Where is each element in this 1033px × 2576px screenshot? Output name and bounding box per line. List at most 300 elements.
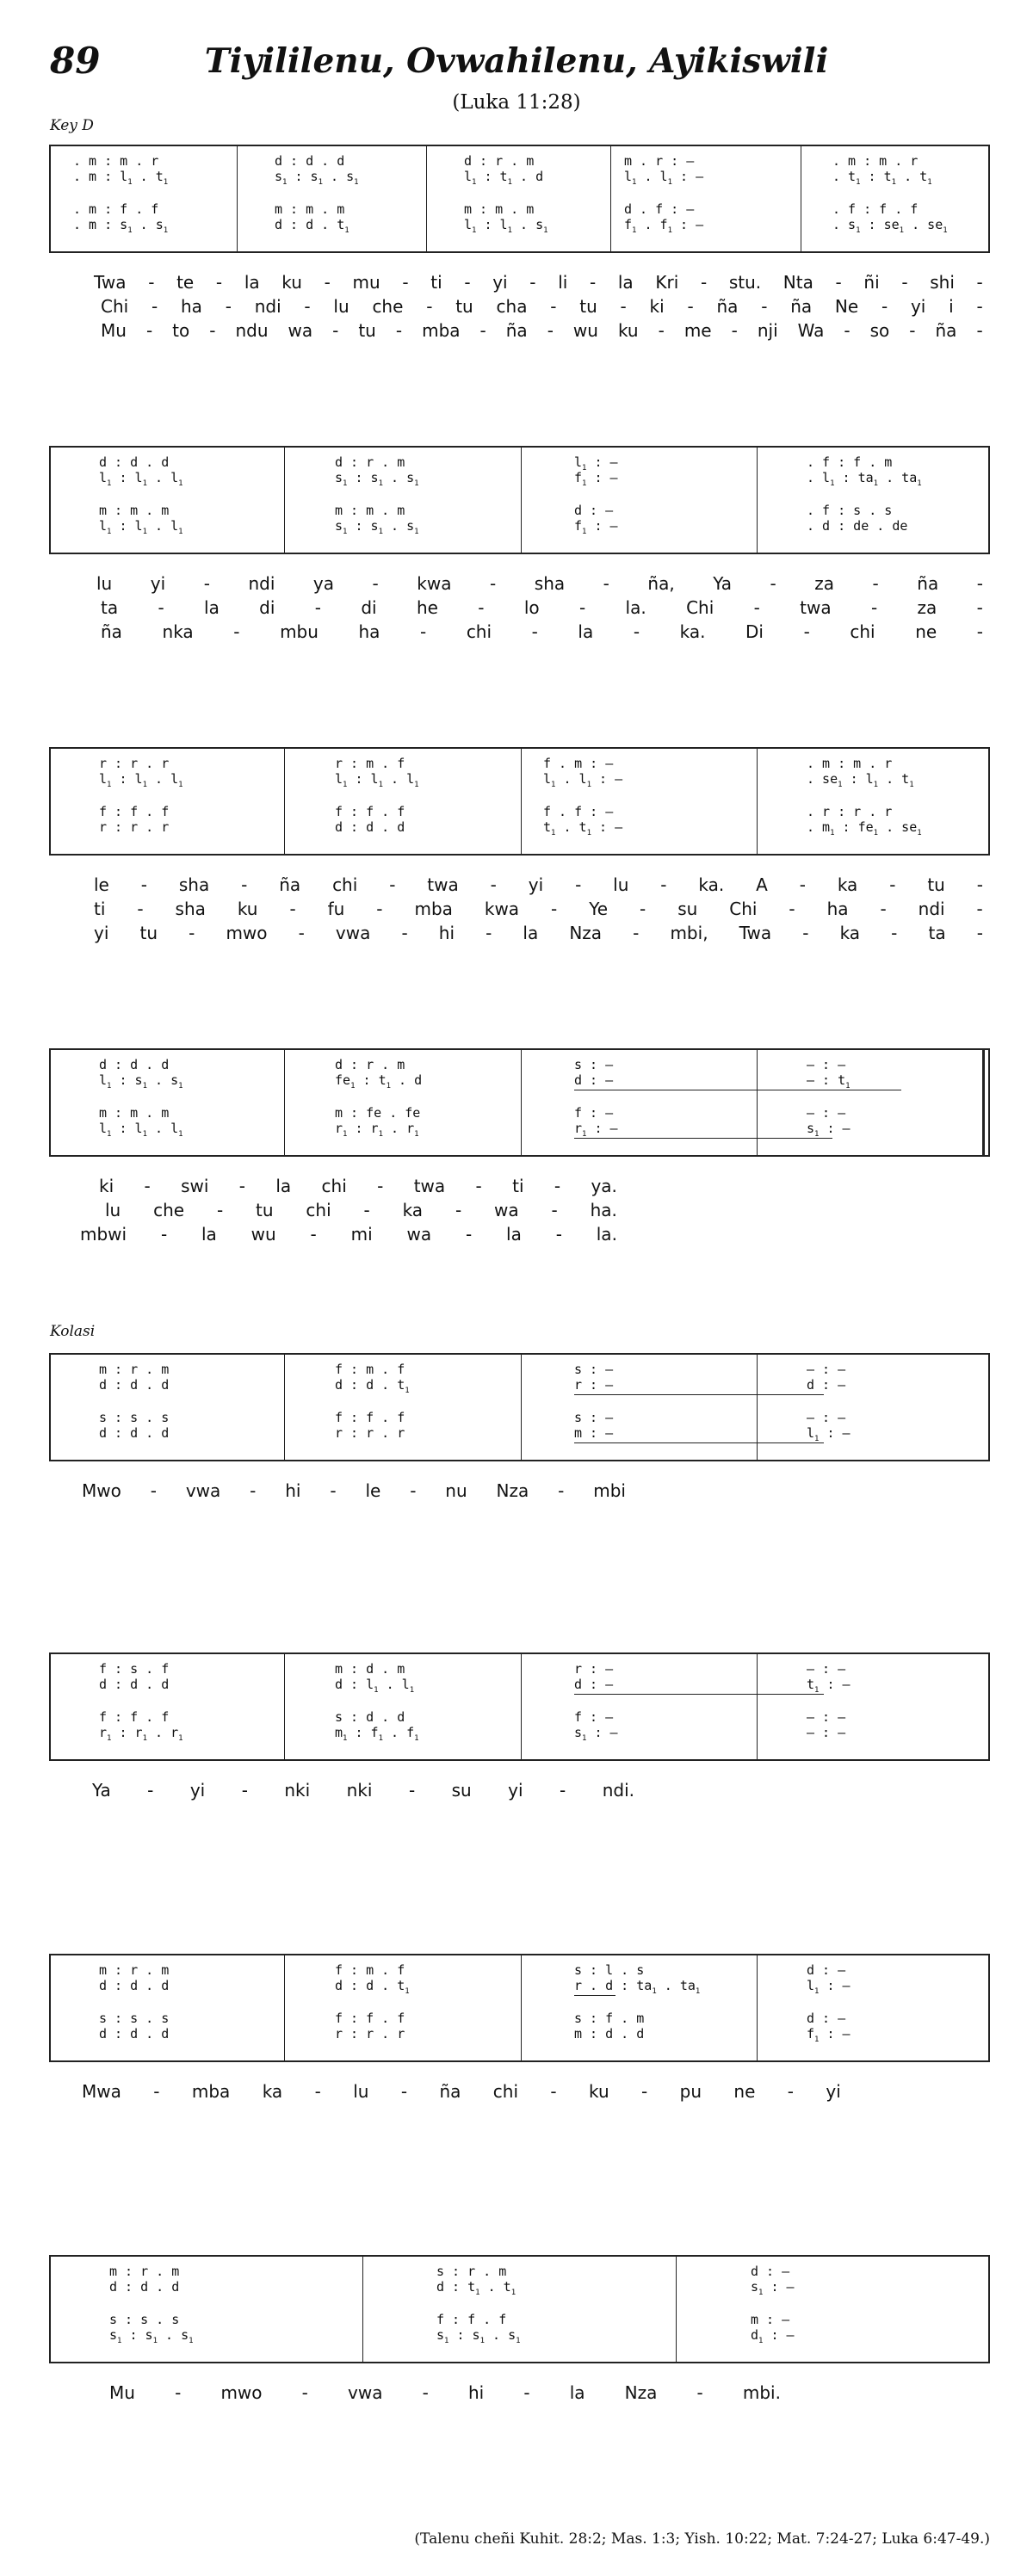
- lyric-syllable: ta: [101, 597, 119, 618]
- syllable-hyphen: -: [872, 573, 879, 594]
- lyric-syllable: yi: [910, 296, 926, 317]
- solfa-cell: m : —: [574, 1425, 614, 1441]
- solfa-cell: d : d . d: [99, 1978, 170, 1993]
- key-label: Key D: [50, 117, 94, 134]
- solfa-cell: r : r . r: [99, 819, 170, 835]
- lyric-syllable: mbwi: [80, 1224, 127, 1245]
- lyric-syllable: la.: [596, 1224, 617, 1245]
- lyric-syllable: yi: [826, 2081, 841, 2102]
- lyrics-block: [49, 873, 990, 945]
- lyric-syllable: hi: [467, 2382, 485, 2403]
- lyric-syllable: yi: [508, 1780, 523, 1801]
- lyric-syllable: ta: [928, 923, 946, 943]
- solfa-cell: d : d . $t_1$: [275, 217, 349, 235]
- lyric-syllable: ku: [281, 272, 302, 293]
- syllable-hyphen: -: [889, 874, 896, 895]
- solfa-cell: d : d . d: [335, 819, 405, 835]
- lyric-syllable: Wa: [797, 320, 825, 341]
- syllable-hyphen: -: [490, 573, 497, 594]
- lyric-syllable: ña,: [647, 573, 675, 594]
- lyric-syllable: Mwo: [82, 1480, 121, 1501]
- lyric-syllable: sha: [178, 874, 210, 895]
- solfa-cell: $s_1$ : $s_1$ . $s_1$: [335, 518, 419, 536]
- syllable-hyphen: -: [137, 899, 144, 919]
- solfa-cell: m : fe . fe: [335, 1105, 421, 1121]
- barline: [284, 1353, 285, 1461]
- lyric-line: [49, 897, 990, 921]
- solfa-cell: d : r . m: [335, 1057, 405, 1072]
- syllable-hyphen: -: [731, 320, 738, 341]
- solfa-cell: m : m . m: [335, 503, 405, 518]
- lyric-syllable: che: [372, 296, 404, 317]
- lyric-syllable: ka: [837, 874, 858, 895]
- lyric-syllable: Twa: [739, 923, 772, 943]
- lyric-syllable: nu: [445, 1480, 467, 1501]
- lyric-syllable: mba: [414, 899, 453, 919]
- lyric-syllable: ndi: [248, 573, 275, 594]
- solfa-cell: $fe_1$ : $t_1$ . d: [335, 1072, 423, 1090]
- solfa-cell: d : d . d: [99, 1057, 170, 1072]
- lyric-line: [49, 620, 990, 644]
- lyric-line: [49, 1222, 617, 1246]
- lyric-syllable: ndi: [918, 899, 945, 919]
- solfa-cell: . f : s . s: [807, 503, 893, 518]
- syllable-hyphen: -: [147, 1780, 154, 1801]
- syllable-hyphen: -: [560, 1780, 566, 1801]
- solfa-cell: m : —: [751, 2312, 790, 2327]
- solfa-cell: $l_1$ : $l_1$ . $l_1$: [335, 771, 419, 789]
- lyric-line: [49, 270, 990, 294]
- lyric-syllable: hi: [438, 923, 455, 943]
- syllable-hyphen: -: [372, 573, 379, 594]
- lyric-syllable: la: [569, 2382, 585, 2403]
- lyric-syllable: he: [416, 597, 438, 618]
- barline: [676, 2255, 677, 2363]
- solfa-cell: m : m . m: [99, 1105, 170, 1121]
- lyric-syllable: so: [869, 320, 890, 341]
- syllable-hyphen: -: [844, 320, 851, 341]
- solfa-cell: $s_1$ : —: [751, 2279, 795, 2297]
- syllable-hyphen: -: [324, 272, 331, 293]
- lyric-syllable: chi: [306, 1200, 331, 1220]
- lyric-syllable: su: [451, 1780, 472, 1801]
- lyric-syllable: mba: [191, 2081, 231, 2102]
- solfa-cell: s : —: [574, 1410, 614, 1425]
- lyric-syllable: ka: [839, 923, 861, 943]
- lyric-syllable: chi: [332, 874, 358, 895]
- syllable-hyphen: -: [976, 923, 983, 943]
- solfa-cell: d : d . d: [99, 1677, 170, 1692]
- solfa-cell: r : m . f: [335, 756, 405, 771]
- solfa-cell: $r_1$ : $r_1$ . $r_1$: [99, 1725, 183, 1743]
- syllable-hyphen: -: [870, 597, 878, 618]
- lyric-syllable: sha: [175, 899, 206, 919]
- barline: [521, 1353, 522, 1461]
- syllable-hyphen: -: [401, 923, 408, 943]
- lyric-syllable: lu: [613, 874, 629, 895]
- lyric-syllable: Mu: [109, 2382, 135, 2403]
- syllable-hyphen: -: [464, 272, 471, 293]
- lyric-syllable: ya.: [591, 1176, 617, 1196]
- solfa-cell: $l_1$ . $l_1$ : —: [543, 771, 623, 789]
- lyric-syllable: ka.: [698, 874, 725, 895]
- final-barline: [982, 1048, 985, 1157]
- syllable-hyphen: -: [400, 2081, 408, 2102]
- solfa-cell: d : —: [807, 2011, 846, 2026]
- lyric-syllable: yi: [189, 1780, 206, 1801]
- solfa-cell: f : f . f: [335, 2011, 405, 2026]
- lyric-syllable: twa: [800, 597, 832, 618]
- solfa-cell: . m : $s_1$ . $s_1$: [73, 217, 169, 235]
- lyric-syllable: chi: [492, 2081, 518, 2102]
- syllable-hyphen: -: [151, 296, 158, 317]
- solfa-cell: $f_1$ . $f_1$ : —: [624, 217, 704, 235]
- solfa-cell: d : d . d: [99, 1425, 170, 1441]
- lyric-syllable: di: [259, 597, 275, 618]
- lyric-syllable: i: [949, 296, 954, 317]
- solfa-cell: . m : $l_1$ . $t_1$: [73, 169, 169, 187]
- solfa-cell: $l_1$ : —: [574, 454, 618, 473]
- lyric-syllable: ña: [917, 573, 939, 594]
- lyric-syllable: vwa: [185, 1480, 221, 1501]
- solfa-cell: $t_1$ . $t_1$ : —: [543, 819, 623, 837]
- lyric-syllable: ña: [716, 296, 739, 317]
- syllable-hyphen: -: [787, 2081, 795, 2102]
- tie-line: [574, 1394, 824, 1395]
- solfa-cell: $f_1$ : —: [807, 2026, 851, 2044]
- syllable-hyphen: -: [696, 2382, 703, 2403]
- lyric-syllable: za: [917, 597, 937, 618]
- lyric-syllable: Chi: [686, 597, 714, 618]
- solfa-cell: . $se_1$ : $l_1$ . $t_1$: [807, 771, 914, 789]
- lyric-syllable: mwo: [226, 923, 268, 943]
- solfa-cell: f : f . f: [99, 1709, 170, 1725]
- barline: [284, 1652, 285, 1761]
- lyric-syllable: ha: [358, 621, 380, 642]
- lyric-syllable: ya: [312, 573, 335, 594]
- staff-box: [49, 1652, 990, 1761]
- syllable-hyphen: -: [660, 874, 667, 895]
- lyric-syllable: ña: [935, 320, 957, 341]
- syllable-hyphen: -: [216, 1200, 224, 1220]
- scripture-subtitle: (Luka 11:28): [452, 91, 581, 114]
- solfa-cell: . m : f . f: [73, 201, 159, 217]
- lyric-syllable: ku: [617, 320, 639, 341]
- lyric-syllable: ka: [402, 1200, 424, 1220]
- syllable-hyphen: -: [422, 2382, 429, 2403]
- solfa-cell: r : —: [574, 1377, 614, 1393]
- syllable-hyphen: -: [486, 923, 492, 943]
- solfa-cell: $s_1$ : $s_1$ . $s_1$: [335, 470, 419, 488]
- syllable-hyphen: -: [479, 320, 486, 341]
- lyric-syllable: sha: [534, 573, 566, 594]
- lyric-syllable: la.: [625, 597, 646, 618]
- lyric-syllable: nki: [284, 1780, 311, 1801]
- solfa-cell: f . f : —: [543, 804, 614, 819]
- lyric-syllable: ña: [279, 874, 301, 895]
- solfa-cell: . d : de . de: [807, 518, 908, 534]
- syllable-hyphen: -: [298, 923, 305, 943]
- tie-line: [574, 1995, 615, 1996]
- syllable-hyphen: -: [304, 296, 311, 317]
- syllable-hyphen: -: [620, 296, 627, 317]
- lyric-syllable: ña: [505, 320, 528, 341]
- syllable-hyphen: -: [658, 320, 665, 341]
- lyric-syllable: yi: [492, 272, 508, 293]
- lyric-line: [49, 571, 990, 596]
- lyric-line: [49, 1778, 634, 1802]
- solfa-cell: f : f . f: [99, 804, 170, 819]
- syllable-hyphen: -: [551, 1200, 558, 1220]
- solfa-cell: $r_1$ : —: [574, 1121, 618, 1139]
- syllable-hyphen: -: [465, 1224, 473, 1245]
- lyric-syllable: ka.: [679, 621, 706, 642]
- lyric-syllable: Mu: [101, 320, 127, 341]
- solfa-cell: . m : m . r: [73, 153, 159, 169]
- lyric-syllable: mbi,: [670, 923, 708, 943]
- solfa-cell: . m : m . r: [832, 153, 919, 169]
- solfa-cell: $s_1$ : $s_1$ . $s_1$: [436, 2327, 521, 2345]
- lyric-syllable: yi: [94, 923, 109, 943]
- barline: [284, 747, 285, 856]
- lyric-syllable: Nta: [782, 272, 813, 293]
- barline: [757, 1353, 758, 1461]
- solfa-cell: r : —: [574, 1661, 614, 1677]
- lyric-line: [49, 318, 990, 343]
- syllable-hyphen: -: [314, 597, 321, 618]
- syllable-hyphen: -: [770, 573, 776, 594]
- lyric-syllable: ka: [262, 2081, 283, 2102]
- lyric-syllable: ña: [790, 296, 813, 317]
- barline: [757, 1954, 758, 2062]
- solfa-cell: m : r . m: [99, 1362, 170, 1377]
- solfa-cell: m . r : —: [624, 153, 695, 169]
- syllable-hyphen: -: [478, 597, 485, 618]
- solfa-cell: $l_1$ : $l_1$ . $l_1$: [99, 470, 183, 488]
- syllable-hyphen: -: [410, 1480, 417, 1501]
- lyric-syllable: la: [201, 1224, 217, 1245]
- syllable-hyphen: -: [976, 899, 983, 919]
- syllable-hyphen: -: [531, 621, 538, 642]
- solfa-cell: $t_1$ : —: [807, 1677, 851, 1695]
- barline: [284, 446, 285, 554]
- syllable-hyphen: -: [976, 320, 983, 341]
- lyric-syllable: vwa: [348, 2382, 383, 2403]
- lyric-syllable: ti: [430, 272, 442, 293]
- lyric-syllable: Twa: [94, 272, 127, 293]
- barline: [757, 446, 758, 554]
- lyric-line: [49, 2381, 781, 2405]
- syllable-hyphen: -: [753, 597, 760, 618]
- syllable-hyphen: -: [640, 899, 646, 919]
- syllable-hyphen: -: [376, 899, 383, 919]
- solfa-cell: s : s . s: [99, 1410, 170, 1425]
- lyric-syllable: ne: [915, 621, 937, 642]
- barline: [521, 1954, 522, 2062]
- solfa-cell: $l_1$ : $l_1$ . $l_1$: [99, 771, 183, 789]
- solfa-cell: m : m . m: [464, 201, 535, 217]
- syllable-hyphen: -: [150, 1480, 157, 1501]
- lyric-syllable: wa: [288, 320, 313, 341]
- syllable-hyphen: -: [144, 1176, 151, 1196]
- solfa-cell: d : d . d: [275, 153, 345, 169]
- solfa-cell: f : f . f: [335, 1410, 405, 1425]
- lyric-syllable: tu: [455, 296, 473, 317]
- syllable-hyphen: -: [633, 621, 640, 642]
- lyric-syllable: di: [361, 597, 377, 618]
- syllable-hyphen: -: [555, 1224, 562, 1245]
- lyric-line: [49, 294, 990, 318]
- solfa-cell: s : s . s: [99, 2011, 170, 2026]
- lyrics-block: [49, 2079, 841, 2103]
- lyric-syllable: la: [617, 272, 634, 293]
- solfa-cell: d : —: [807, 1377, 846, 1393]
- syllable-hyphen: -: [976, 621, 983, 642]
- syllable-hyphen: -: [145, 320, 153, 341]
- syllable-hyphen: -: [455, 1200, 462, 1220]
- solfa-cell: d : d . $t_1$: [335, 1377, 410, 1395]
- solfa-cell: r . d : $ta_1$ . $ta_1$: [574, 1978, 701, 1996]
- syllable-hyphen: -: [158, 597, 164, 618]
- solfa-cell: f : s . f: [99, 1661, 170, 1677]
- lyric-syllable: chi: [466, 621, 492, 642]
- solfa-cell: — : $t_1$: [807, 1072, 851, 1090]
- solfa-cell: s : f . m: [574, 2011, 645, 2026]
- syllable-hyphen: -: [633, 923, 640, 943]
- lyrics-block: [49, 571, 990, 644]
- syllable-hyphen: -: [238, 1176, 245, 1196]
- lyric-syllable: ndi.: [602, 1780, 634, 1801]
- syllable-hyphen: -: [289, 899, 296, 919]
- solfa-cell: d : —: [574, 1072, 614, 1088]
- lyric-syllable: tu: [256, 1200, 274, 1220]
- lyric-syllable: la: [578, 621, 594, 642]
- syllable-hyphen: -: [891, 923, 898, 943]
- solfa-cell: f : —: [574, 1105, 614, 1121]
- syllable-hyphen: -: [140, 874, 147, 895]
- lyric-syllable: ndi: [254, 296, 281, 317]
- lyric-syllable: le: [94, 874, 109, 895]
- barline: [284, 1954, 285, 2062]
- syllable-hyphen: -: [803, 621, 810, 642]
- solfa-cell: $l_1$ : $s_1$ . $s_1$: [99, 1072, 183, 1090]
- lyric-syllable: lu: [353, 2081, 369, 2102]
- syllable-hyphen: -: [314, 2081, 321, 2102]
- lyric-syllable: ndu: [235, 320, 269, 341]
- solfa-cell: m : m . m: [99, 503, 170, 518]
- solfa-cell: — : —: [807, 1709, 846, 1725]
- barline: [521, 1048, 522, 1157]
- syllable-hyphen: -: [880, 899, 887, 919]
- lyric-syllable: lo: [523, 597, 540, 618]
- syllable-hyphen: -: [389, 874, 396, 895]
- lyric-syllable: te: [176, 272, 195, 293]
- lyric-syllable: to: [172, 320, 190, 341]
- syllable-hyphen: -: [578, 597, 586, 618]
- syllable-hyphen: -: [377, 1176, 384, 1196]
- syllable-hyphen: -: [330, 1480, 337, 1501]
- syllable-hyphen: -: [700, 272, 708, 293]
- solfa-cell: m : d . d: [574, 2026, 645, 2042]
- scripture-references: (Talenu cheñi Kuhit. 28:2; Mas. 1:3; Yish. 10:22; Mat. 7:24-27; Luka 6:47-49.): [414, 2530, 990, 2548]
- lyric-syllable: wa: [406, 1224, 432, 1245]
- solfa-cell: . m : m . r: [807, 756, 893, 771]
- lyric-syllable: za: [814, 573, 835, 594]
- barline: [521, 1652, 522, 1761]
- syllable-hyphen: -: [332, 320, 339, 341]
- solfa-cell: $f_1$ : —: [574, 518, 618, 536]
- syllable-hyphen: -: [551, 899, 558, 919]
- syllable-hyphen: -: [426, 296, 433, 317]
- solfa-cell: d : —: [751, 2264, 790, 2279]
- solfa-cell: $l_1$ : $l_1$ . $s_1$: [464, 217, 548, 235]
- lyric-syllable: twa: [427, 874, 459, 895]
- solfa-cell: s : d . d: [335, 1709, 405, 1725]
- syllable-hyphen: -: [976, 874, 983, 895]
- syllable-hyphen: -: [233, 621, 240, 642]
- syllable-hyphen: -: [575, 874, 582, 895]
- lyric-syllable: wu: [572, 320, 598, 341]
- syllable-hyphen: -: [554, 1176, 561, 1196]
- solfa-cell: . r : r . r: [807, 804, 893, 819]
- syllable-hyphen: -: [687, 296, 694, 317]
- syllable-hyphen: -: [363, 1200, 370, 1220]
- syllable-hyphen: -: [490, 874, 497, 895]
- syllable-hyphen: -: [241, 1780, 248, 1801]
- lyric-syllable: Ya: [92, 1780, 111, 1801]
- lyric-syllable: mbi: [593, 1480, 626, 1501]
- solfa-cell: $s_1$ : —: [807, 1121, 851, 1139]
- barline: [284, 1048, 285, 1157]
- syllable-hyphen: -: [976, 597, 983, 618]
- solfa-cell: $s_1$ : —: [574, 1725, 618, 1743]
- lyric-syllable: mbi.: [742, 2382, 781, 2403]
- solfa-cell: f : f . f: [436, 2312, 507, 2327]
- syllable-hyphen: -: [799, 874, 806, 895]
- lyric-syllable: mu: [352, 272, 380, 293]
- solfa-cell: r : r . r: [335, 2026, 405, 2042]
- solfa-cell: m : r . m: [99, 1962, 170, 1978]
- solfa-cell: . f : f . f: [832, 201, 919, 217]
- syllable-hyphen: -: [789, 899, 795, 919]
- solfa-cell: d : $l_1$ . $l_1$: [335, 1677, 415, 1695]
- solfa-cell: $s_1$ : $s_1$ . $s_1$: [275, 169, 359, 187]
- lyric-syllable: lu: [105, 1200, 121, 1220]
- syllable-hyphen: -: [881, 296, 888, 317]
- lyric-syllable: la: [506, 1224, 522, 1245]
- hymn-title: Tiyililenu, Ovwahilenu, Ayikiswili: [204, 41, 829, 81]
- solfa-cell: s : —: [574, 1362, 614, 1377]
- syllable-hyphen: -: [301, 2382, 308, 2403]
- syllable-hyphen: -: [160, 1224, 168, 1245]
- syllable-hyphen: -: [215, 272, 223, 293]
- lyric-syllable: la: [275, 1176, 292, 1196]
- solfa-cell: m : r . m: [109, 2264, 180, 2279]
- lyric-syllable: Nza: [624, 2382, 658, 2403]
- solfa-cell: s : r . m: [436, 2264, 507, 2279]
- lyric-syllable: le: [365, 1480, 381, 1501]
- lyric-line: [49, 921, 990, 945]
- solfa-cell: f : m . f: [335, 1962, 405, 1978]
- solfa-cell: d . f : —: [624, 201, 695, 217]
- solfa-cell: . f : f . m: [807, 454, 893, 470]
- solfa-cell: d : d . d: [99, 2026, 170, 2042]
- lyric-syllable: ha: [180, 296, 202, 317]
- lyric-syllable: li: [558, 272, 568, 293]
- solfa-cell: . $m_1$ : $fe_1$ . $se_1$: [807, 819, 922, 837]
- solfa-cell: $r_1$ : $r_1$ . $r_1$: [335, 1121, 419, 1139]
- solfa-cell: . $l_1$ : $ta_1$ . $ta_1$: [807, 470, 922, 488]
